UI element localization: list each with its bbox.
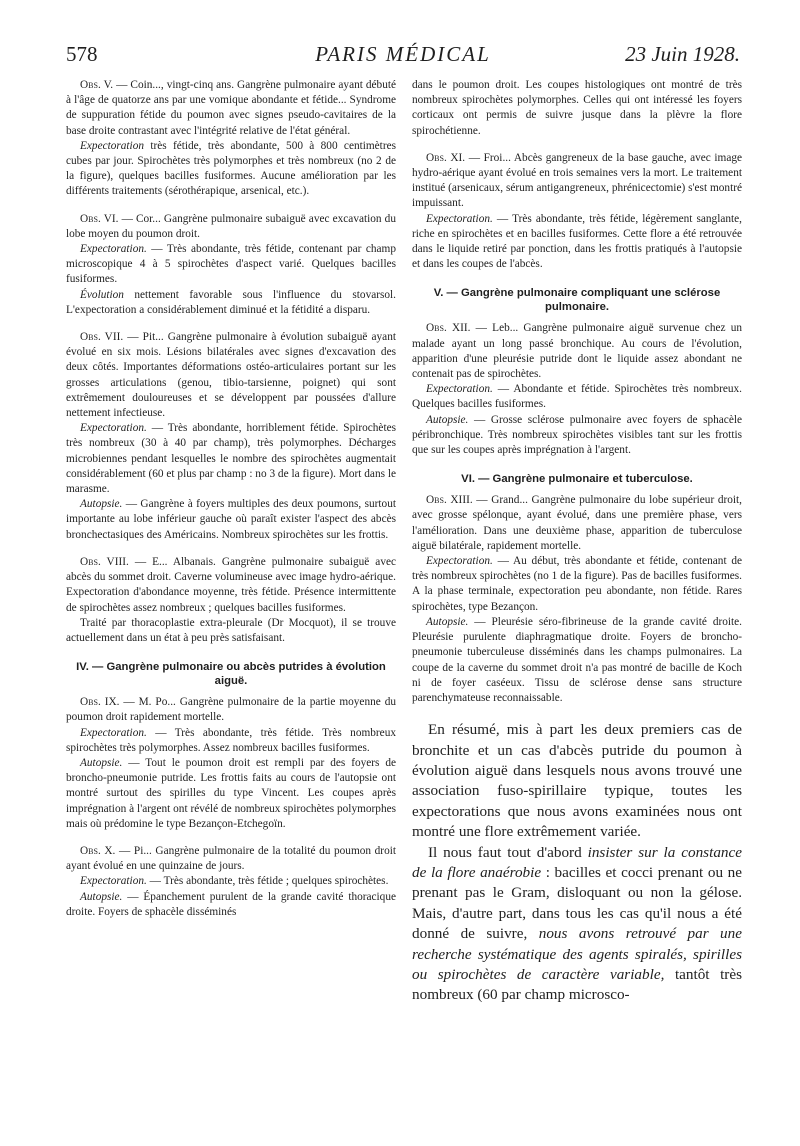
exp-text: — Très abondante, très fétide. Très nombreux spirochètes très polymorphes. Assez nombreux bacilles fusiformes. xyxy=(66,726,396,754)
exp-text: — Au début, très abondante et fétide, contenant de très nombreux spirochètes (no 1 de la figure). Pas de bacilles fusiformes. A la phase terminale, expectoration peu abondante, non fétide. Rares spirochètes, type Bezançon. xyxy=(412,555,742,613)
aut-label: Autopsie. xyxy=(80,498,123,511)
obs-text: — Cor... Gangrène pulmonaire subaiguë avec excavation du lobe moyen du poumon droit. xyxy=(66,212,396,240)
aut-text: — Gangrène à foyers multiples des deux poumons, surtout importante au lobe inférieur gauche où paraît exister l'aspect des abcès bronchectasiques des Américains. Nombreux spirochètes sur les frottis. xyxy=(66,498,396,541)
exp-label: Expectoration. xyxy=(80,243,147,256)
aut-text: — Grosse sclérose pulmonaire avec foyers de sphacèle péribronchique. Très nombreux spirochètes visibles tant sur les frottis que sur les coupes après imprégnation à l'argent. xyxy=(412,413,742,457)
exp-text: — Très abondante, très fétide, légèrement sanglante, riche en spirochètes et en bacilles fusiformes. Cette flore a été retrouvée dans le liquide retiré par ponction, dans les frottis pratiqués à l'autopsie et dans les coupes de l'abcès. xyxy=(412,212,742,271)
obs-text: — Froi... Abcès gangreneux de la base gauche, avec image hydro-aérique ayant évolué en trois semaines vers la mort. Le traitement institué (arsenicaux, sérum antigangreneux, phrénicectomie) s'est montré impuissant. xyxy=(412,151,743,210)
autopsie-10-continued: dans le poumon droit. Les coupes histologiques ont montré de très nombreux spirochètes polymorphes. Celles qui ont intéressé les foyers corticaux ont permis de suivre jusque dans la plèvre la flore spirochétienne. xyxy=(412,79,742,137)
observation-8 xyxy=(66,555,396,616)
conclusion-part-3: tantôt très nombreux (60 par champ microsco- xyxy=(412,965,743,1004)
exp-text: — Très abondante, très fétide ; quelques spirochètes. xyxy=(146,875,389,888)
obs-label: Obs. XIII. xyxy=(426,494,473,507)
conclusion-part-2: : bacilles et cocci prenant ou ne prenant pas le Gram, disloquant ou non la gélose. Mais, d'autre part, dans tous les cas qu'il nous a été donné de suivre, xyxy=(412,863,742,943)
autopsie-9 xyxy=(66,756,396,832)
expectoration-9 xyxy=(66,726,396,756)
page-header xyxy=(66,40,740,74)
obs-label: Obs. V. xyxy=(80,79,114,91)
obs-label: Obs. VIII. xyxy=(80,555,129,568)
observation-7 xyxy=(66,330,396,421)
obs-label: Obs. X. xyxy=(80,844,116,857)
evo-label: Évolution xyxy=(80,288,124,301)
observation-6 xyxy=(66,212,396,242)
exp-text: — Très abondante, horriblement fétide. Spirochètes très nombreux (30 à 40 par champ), très polymorphes. Décharges microbiennes pendant lesquelles le nombre des spirochètes augmentait considérablement (60 et plus par champ : no 3 de la figure). Mort dans le marasme. xyxy=(66,422,396,496)
autopsie-13 xyxy=(412,615,742,706)
observation-8-treatment: Traité par thoracoplastie extra-pleurale (Dr Mocquot), il se trouve actuellement dans un état à peu près satisfaisant. xyxy=(66,616,396,644)
aut-label: Autopsie. xyxy=(80,756,123,769)
summary-paragraph: En résumé, mis à part les deux premiers cas de bronchite et un cas d'abcès putride du poumon à évolution aiguë dans lesquels nous avons trouvé une association fuso-spirillaire typique, toutes les expectorations que nous avons examinées nous ont montré une flore extrêmement variée. xyxy=(412,721,742,841)
autopsie-12 xyxy=(412,413,742,459)
obs-text: — M. Po... Gangrène pulmonaire de la partie moyenne du poumon droit rapidement mortelle. xyxy=(66,696,396,724)
obs-text: — Grand... Gangrène pulmonaire du lobe supérieur droit, avec grosse spélonque, ayant évolué, dans une première phase, vers l'amélioration. Dans une deuxième phase, apparition de tuberculose aiguë bilatérale, rapidement mortelle. xyxy=(412,494,742,552)
exp-label: Expectoration. xyxy=(426,383,493,396)
obs-label: Obs. VI. xyxy=(80,212,119,225)
expectoration-12 xyxy=(412,382,742,412)
expectoration-6 xyxy=(66,242,396,288)
obs-label: Obs. XI. xyxy=(426,151,466,164)
aut-text: — Pleurésie séro-fibrineuse de la grande cavité droite. Pleurésie purulente diaphragmatique droite. Foyers de broncho-pneumonie tuberculeuse disséminés dans les champs pulmonaires. La coupe de la caverne du sommet droit n'a pas montré de bacille de Koch ni de foyer caséeux. Tissu de sclérose dense sans structure parenchymateuse reconnaissable. xyxy=(412,615,742,704)
left-column xyxy=(66,78,396,920)
aut-text: — Épanchement purulent de la grande cavité thoracique droite. Foyers de sphacèle disséminés xyxy=(66,890,396,918)
exp-text: — Abondante et fétide. Spirochètes très nombreux. Quelques bacilles fusiformes. xyxy=(412,383,742,411)
exp-label: Expectoration. xyxy=(426,212,493,225)
expectoration-13 xyxy=(412,554,742,615)
observation-5 xyxy=(66,78,396,139)
autopsie-10 xyxy=(66,890,396,920)
obs-text: — Coin..., vingt-cinq ans. Gangrène pulmonaire ayant débuté à l'âge de quatorze ans par une vomique abondante et fétide... Syndrome de suppuration fétide du poumon avec signes pseudo-cavitaires de la base droite contrastant avec l'intégrité relative de l'état général. xyxy=(66,79,396,137)
obs-text: — Leb... Gangrène pulmonaire aiguë survenue chez un malade ayant un long passé bronchique. Au cours de l'évolution, apparition d'une pleurésie putride dont le liquide assez abondant ne contenait pas de spirochètes. xyxy=(412,322,742,381)
autopsie-7 xyxy=(66,497,396,543)
section-4-title: IV. — Gangrène pulmonaire ou abcès putrides à évolution aiguë. xyxy=(76,661,386,688)
expectoration-7 xyxy=(66,421,396,497)
expectoration-5 xyxy=(66,139,396,200)
observation-12 xyxy=(412,321,742,382)
journal-title: PARIS MÉDICAL xyxy=(315,42,491,66)
aut-label: Autopsie. xyxy=(80,890,123,903)
exp-text: très fétide, très abondante, 500 à 800 centimètres cubes par jour. Spirochètes très polymorphes et très nombreux (no 2 de la figure), quelques bacilles fusiformes. Aucune amélioration par les différents traitements (sérothérapique, arsenical, etc.). xyxy=(66,139,396,198)
exp-text: — Très abondante, très fétide, contenant par champ microscopique 4 à 5 spirochètes d'aspect varié. Quelques bacilles fusiformes. xyxy=(66,243,396,286)
observation-13 xyxy=(412,493,742,554)
right-column xyxy=(412,78,742,1006)
evolution-6 xyxy=(66,288,396,318)
conclusion-paragraph xyxy=(412,843,742,1006)
obs-text: — E... Albanais. Gangrène pulmonaire subaiguë avec abcès du sommet droit. Caverne volumineuse avec image hydro-aérique. Expectoration d'abondance moyenne, très fétide. Présence intermittente de spirochètes assez nombreux ; quelques bacilles fusiformes. xyxy=(66,555,396,614)
obs-text: — Pit... Gangrène pulmonaire à évolution subaiguë ayant évolué en six mois. Lésions bilatérales avec signes d'excavation des deux côtés. Importantes déformations ostéo-articulaires portant sur les grosses articulations (genou, tibio-tarsienne, poignet) qui sont extrêmement douloureuses et se développent par poussées d'allure nettement infectieuse. xyxy=(66,331,396,420)
obs-label: Obs. VII. xyxy=(80,331,124,344)
conclusion-emphasis-2: nous avons retrouvé par une recherche systématique des agents spiralés, spirilles ou spirochètes de caractère variable, xyxy=(412,925,742,983)
aut-label: Autopsie. xyxy=(426,413,469,426)
aut-text: — Tout le poumon droit est rempli par des foyers de broncho-pneumonie putride. Les frottis faits au cours de l'autopsie ont montré surtout des spirilles du type Vincent. Les coupes après imprégnation à l'argent ont révélé de nombreux spirochètes polymorphes mais où prédomine le type Bezançon-Etchegoïn. xyxy=(66,756,396,830)
exp-label: Expectoration. xyxy=(426,555,493,568)
obs-label: Obs. XII. xyxy=(426,322,471,335)
page-number: 578 xyxy=(66,42,98,66)
obs-label: Obs. IX. xyxy=(80,696,120,709)
section-6-title: VI. — Gangrène pulmonaire et tuberculose. xyxy=(461,473,693,486)
section-5-title: V. — Gangrène pulmonaire compliquant une sclérose pulmonaire. xyxy=(433,287,721,314)
observation-10 xyxy=(66,844,396,874)
observation-9 xyxy=(66,695,396,725)
evo-text: nettement favorable sous l'influence du stovarsol. L'expectoration a considérablement diminué et la fétidité a disparu. xyxy=(66,288,396,316)
aut-label: Autopsie. xyxy=(426,615,469,628)
conclusion-part-1: Il nous faut tout d'abord xyxy=(428,843,588,861)
expectoration-10 xyxy=(66,874,396,889)
exp-label: Expectoration. xyxy=(80,422,147,435)
observation-11 xyxy=(412,151,742,212)
issue-date: 23 Juin 1928. xyxy=(625,42,740,66)
obs-text: — Pi... Gangrène pulmonaire de la totalité du poumon droit ayant évolué en une quinzaine de jours. xyxy=(66,844,396,873)
exp-label: Expectoration xyxy=(80,139,144,152)
exp-label: Expectoration. xyxy=(80,875,147,888)
expectoration-11 xyxy=(412,212,742,273)
conclusion-emphasis-1: insister sur la constance de la flore anaérobie xyxy=(412,843,742,881)
exp-label: Expectoration. xyxy=(80,726,147,739)
